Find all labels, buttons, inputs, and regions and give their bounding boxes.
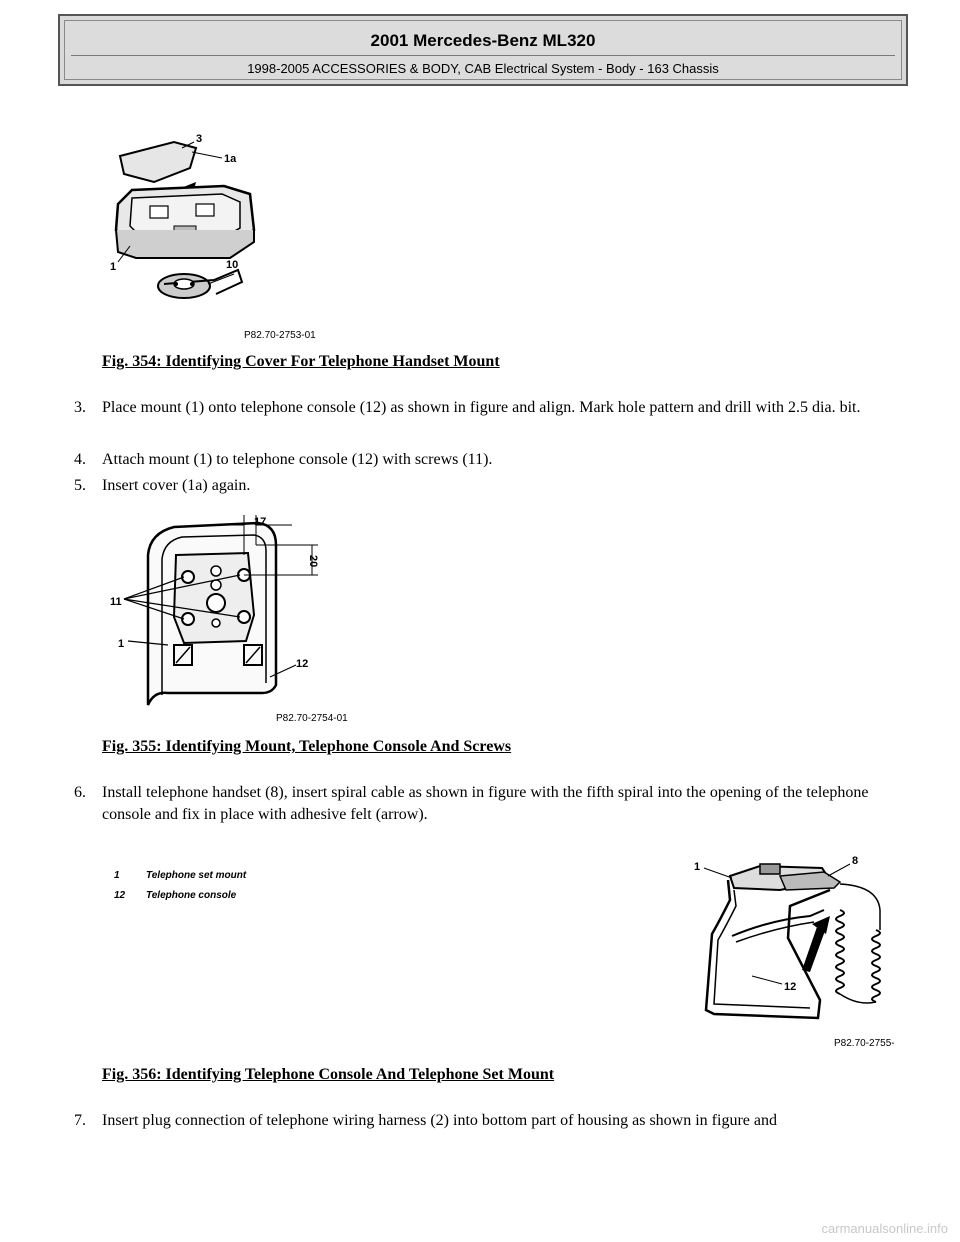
- figure-354-illustration: [104, 134, 344, 344]
- figure-356-illustration: [690, 850, 920, 1050]
- page-subtitle: 1998-2005 ACCESSORIES & BODY, CAB Electrical System - Body - 163 Chassis: [247, 61, 719, 76]
- step-number: 4.: [74, 451, 86, 468]
- figure-354-caption: Fig. 354: Identifying Cover For Telephone Handset Mount: [102, 353, 500, 370]
- step-number: 3.: [74, 399, 86, 416]
- figure-355-label-17: 17: [254, 516, 267, 528]
- watermark: carmanualsonline.info: [821, 1221, 948, 1236]
- step-7: [74, 1110, 920, 1132]
- page-title: 2001 Mercedes-Benz ML320: [370, 31, 596, 50]
- step-number: 7.: [74, 1112, 86, 1129]
- figure-356-legend: [112, 866, 312, 906]
- step-4: [74, 449, 920, 471]
- figure-354-code: P82.70-2753-01: [244, 330, 316, 341]
- figure-356-caption: Fig. 356: Identifying Telephone Console And Telephone Set Mount: [102, 1066, 555, 1083]
- legend-text: Telephone set mount: [146, 870, 247, 881]
- step-5: [74, 475, 920, 497]
- figure-356-label-1: 1: [694, 861, 701, 873]
- figure-355-label-12: 12: [296, 658, 309, 670]
- legend-number: 1: [114, 870, 120, 881]
- figure-355-label-20: 20: [307, 555, 319, 568]
- figure-356-label-8: 8: [852, 855, 859, 867]
- document-header: [58, 14, 908, 86]
- figure-355-illustration: [108, 515, 358, 725]
- legend-text: Telephone console: [146, 890, 237, 901]
- step-number: 5.: [74, 477, 86, 494]
- figure-354-label-10: 10: [226, 259, 239, 271]
- step-number: 6.: [74, 784, 86, 801]
- figure-354-label-1: 1: [110, 261, 117, 273]
- figure-355-code: P82.70-2754-01: [276, 713, 348, 724]
- step-text: Attach mount (1) to telephone console (12) with screws (11).: [102, 451, 493, 468]
- figure-355-label-1: 1: [118, 638, 125, 650]
- header-divider: [71, 55, 895, 56]
- header-frame: [64, 20, 902, 80]
- figure-356-code: P82.70-2755-: [834, 1038, 895, 1049]
- figure-355-label-11: 11: [110, 596, 122, 608]
- step-3: [74, 397, 920, 441]
- step-text: Insert plug connection of telephone wiring harness (2) into bottom part of housing as shown in figure and: [102, 1112, 777, 1129]
- step-text: Install telephone handset (8), insert spiral cable as shown in figure with the fifth spiral into the opening of the telephone console and fix in place with adhesive felt (arrow).: [102, 784, 869, 823]
- figure-355-caption: Fig. 355: Identifying Mount, Telephone Console And Screws: [102, 738, 512, 755]
- step-text: Place mount (1) onto telephone console (12) as shown in figure and align. Mark hole pattern and drill with 2.5 dia. bit.: [102, 399, 861, 416]
- step-6: [74, 782, 920, 826]
- legend-number: 12: [114, 890, 126, 901]
- figure-354-label-3: 3: [196, 134, 203, 145]
- step-text: Insert cover (1a) again.: [102, 477, 251, 494]
- figure-354-label-1a: 1a: [224, 153, 237, 165]
- figure-356-label-12: 12: [784, 981, 797, 993]
